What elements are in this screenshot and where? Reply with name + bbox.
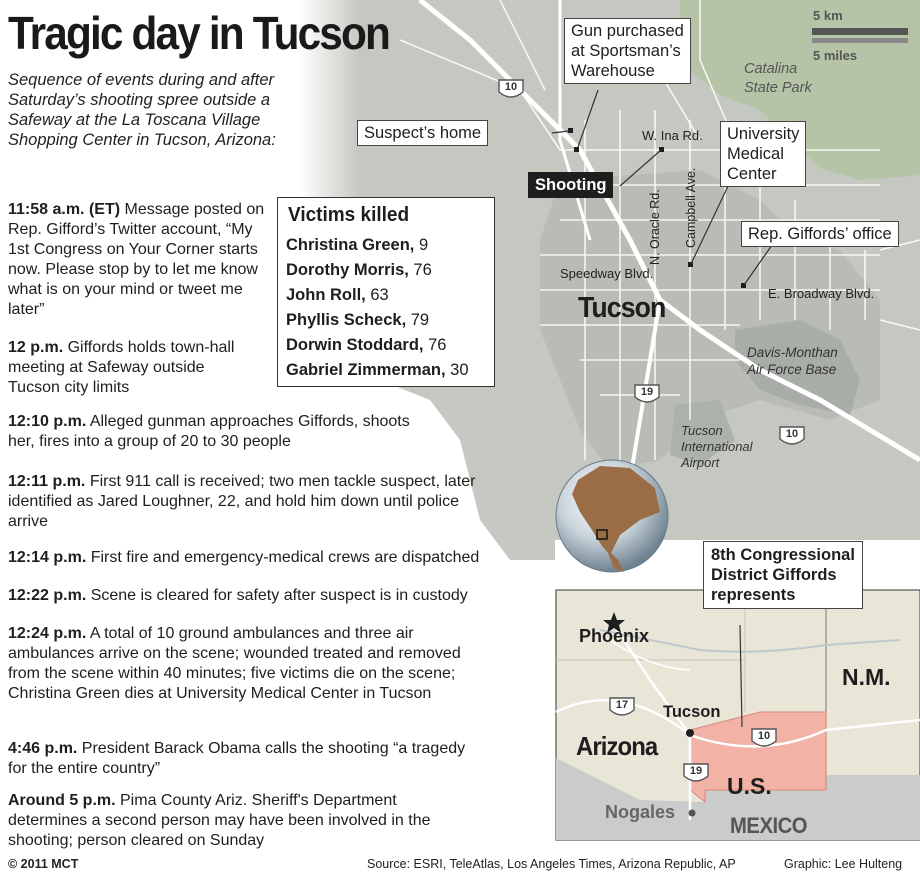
umc-callout xyxy=(720,121,806,187)
timeline-event xyxy=(8,586,548,606)
copyright: © 2011 MCT xyxy=(8,857,79,871)
campbell-ave-label: Campbell Ave. xyxy=(684,167,698,248)
victims-box xyxy=(277,197,495,387)
victim-name: Gabriel Zimmerman, xyxy=(286,361,446,379)
nm-label: N.M. xyxy=(842,664,891,690)
event-time: 12:24 p.m. xyxy=(8,625,87,642)
label-line: Tucson xyxy=(681,423,723,438)
broadway-label: E. Broadway Blvd. xyxy=(768,286,875,301)
callout-line: University xyxy=(727,125,800,143)
timeline-event xyxy=(8,472,488,532)
callout-line: District Giffords xyxy=(711,566,837,584)
inset-i19-number: 19 xyxy=(689,765,703,777)
event-text: Pima County Ariz. Sheriff's Department determines a second person may have been involved in the shooting; person cleared on Sunday xyxy=(8,792,431,849)
label-line: Davis-Monthan xyxy=(747,345,838,360)
inset-i10-number: 10 xyxy=(757,730,771,742)
victim-name: John Roll, xyxy=(286,286,366,304)
i10-north-number: 10 xyxy=(504,81,518,93)
label-line: International xyxy=(681,439,753,454)
callout-line: Gun purchased xyxy=(571,22,684,40)
event-time: 12:10 p.m. xyxy=(8,413,87,430)
mexico-label: MEXICO xyxy=(730,813,808,838)
davis-monthan-label xyxy=(747,344,838,378)
timeline-event xyxy=(8,791,468,851)
event-time: 12:11 p.m. xyxy=(8,473,86,490)
gun-purchase-callout xyxy=(564,18,691,84)
event-time: 4:46 p.m. xyxy=(8,740,78,757)
victim-age: 63 xyxy=(365,286,389,304)
victim-age: 9 xyxy=(414,236,429,254)
phoenix-label: Phoenix xyxy=(579,626,650,646)
event-text: Scene is cleared for safety after suspect is in custody xyxy=(86,587,468,604)
globe xyxy=(556,460,668,572)
airport-label xyxy=(681,423,753,471)
victim-item xyxy=(286,333,486,358)
victim-item xyxy=(286,233,486,258)
event-text: First fire and emergency-medical crews are dispatched xyxy=(86,549,480,566)
callout-line: Center xyxy=(727,165,777,183)
victim-age: 79 xyxy=(406,311,430,329)
timeline-event xyxy=(8,624,478,704)
catalina-label xyxy=(744,60,812,98)
victim-age: 76 xyxy=(408,261,432,279)
victim-age: 30 xyxy=(445,361,469,379)
subtitle: Sequence of events during and after Saturday’s shooting spree outside a Safeway at the La Toscana Village Shopping Center in Tucson, Arizona: xyxy=(8,71,276,149)
district-callout xyxy=(703,541,863,609)
victim-name: Dorothy Morris, xyxy=(286,261,409,279)
event-time: 11:58 a.m. (ET) xyxy=(8,201,121,218)
victims-title: Victims killed xyxy=(288,204,410,226)
label-line: Catalina xyxy=(744,61,798,77)
timeline-event xyxy=(8,548,556,568)
ina-rd-label: W. Ina Rd. xyxy=(642,128,703,143)
event-text: Giffords holds town-hall meeting at Safeway outside Tucson city limits xyxy=(8,339,235,396)
callout-line: Warehouse xyxy=(571,62,655,80)
shooting-callout: Shooting xyxy=(528,172,613,198)
us-label: U.S. xyxy=(727,773,772,799)
inset-tucson-label: Tucson xyxy=(663,703,721,721)
event-text: A total of 10 ground ambulances and three air ambulances arrive on the scene; wounded treated and removed from the scene within 40 minutes; five victims die on the scene; Christina Green dies at University Medical Center in Tucson xyxy=(8,625,461,702)
event-time: 12:22 p.m. xyxy=(8,587,87,604)
source-credit: Source: ESRI, TeleAtlas, Los Angeles Times, Arizona Republic, AP xyxy=(367,857,736,871)
suspect-home-callout: Suspect’s home xyxy=(357,120,488,146)
victim-item xyxy=(286,258,486,283)
graphic-credit: Graphic: Lee Hulteng xyxy=(784,857,903,871)
timeline-event xyxy=(8,200,273,320)
victim-item xyxy=(286,358,486,383)
label-line: Air Force Base xyxy=(747,362,837,377)
callout-line: at Sportsman’s xyxy=(571,42,681,60)
speedway-label: Speedway Blvd. xyxy=(560,266,654,281)
callout-line: Medical xyxy=(727,145,784,163)
event-time: 12 p.m. xyxy=(8,339,64,356)
event-text: First 911 call is received; two men tackle suspect, later identified as Jared Loughner, 22, and hold him down until police arrive xyxy=(8,473,476,530)
event-time: 12:14 p.m. xyxy=(8,549,87,566)
giffords-office-callout: Rep. Giffords’ office xyxy=(741,221,899,247)
i10-south-number: 10 xyxy=(785,428,799,440)
victim-item xyxy=(286,308,486,333)
timeline-event xyxy=(8,739,468,779)
event-text: President Barack Obama calls the shooting “a tragedy for the entire country” xyxy=(8,740,466,777)
callout-line: represents xyxy=(711,586,796,604)
victim-age: 76 xyxy=(423,336,447,354)
tucson-label: Tucson xyxy=(578,292,666,324)
arizona-label: Arizona xyxy=(576,731,658,761)
page-title: Tragic day in Tucson xyxy=(8,7,390,59)
label-line: State Park xyxy=(744,80,812,96)
victim-name: Phyllis Scheck, xyxy=(286,311,407,329)
scale-km: 5 km xyxy=(813,8,843,23)
event-text: Message posted on Rep. Gifford’s Twitter account, “My 1st Congress on Your Corner starts now. Please stop by to let me know what is on your mind or tweet me later” xyxy=(8,201,265,318)
event-text: Alleged gunman approaches Giffords, shoots her, fires into a group of 20 to 30 people xyxy=(8,413,410,450)
timeline-event xyxy=(8,412,428,452)
oracle-rd-label: N. Oracle Rd. xyxy=(648,189,662,265)
victim-name: Christina Green, xyxy=(286,236,415,254)
victim-item xyxy=(286,283,486,308)
inset-i17-number: 17 xyxy=(615,699,629,711)
i19-number: 19 xyxy=(640,386,654,398)
timeline-event xyxy=(8,338,253,398)
label-line: Airport xyxy=(681,455,720,470)
callout-line: 8th Congressional xyxy=(711,546,855,564)
victim-name: Dorwin Stoddard, xyxy=(286,336,424,354)
scale-miles: 5 miles xyxy=(813,48,858,63)
event-time: Around 5 p.m. xyxy=(8,792,116,809)
nogales-label: Nogales xyxy=(605,802,676,822)
